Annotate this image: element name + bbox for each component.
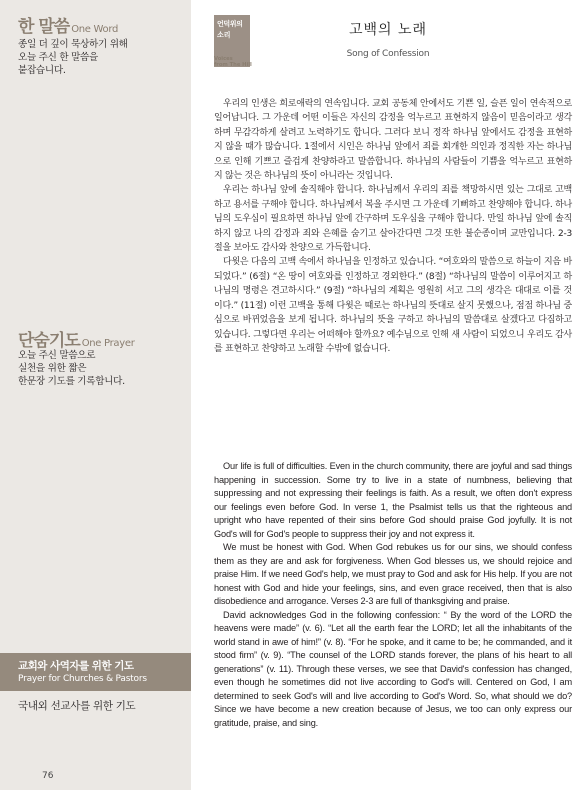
one-prayer-line: 오늘 주신 말씀으로 bbox=[18, 350, 96, 361]
one-word-description bbox=[18, 38, 128, 77]
article-body-english bbox=[214, 460, 572, 730]
prayer-churches-subtitle: 국내외 선교사를 위한 기도 bbox=[18, 700, 136, 712]
prayer-churches-title-en: Prayer for Churches & Pastors bbox=[18, 674, 147, 684]
one-prayer-title-en: One Prayer bbox=[81, 338, 135, 349]
one-word-title-ko: 한 말씀 bbox=[18, 17, 70, 37]
column-badge-en-line1: Voices bbox=[214, 56, 233, 62]
column-badge-en-line2: from The Hill bbox=[214, 62, 252, 68]
one-prayer-line: 실천을 위한 짧은 bbox=[18, 363, 87, 374]
english-paragraph: We must be honest with God. When God rebukes us for our sins, we should confess them as they are and ask for forgiveness. When God blesses us, we should rejoice and praise Him. If we need God's help, we must pray to God and ask for His help. If you are not honest with God and hide your feelings, sins, and even grace received, then that is also disobedience and arrogance. Verses 2-3 are full of thanksgiving and praise. bbox=[214, 542, 572, 606]
korean-paragraph: 우리는 하나님 앞에 솔직해야 합니다. 하나님께서 우리의 죄를 책망하시면 있는 그대로 고백하고 용서를 구해야 합니다. 하나님께서 복을 주시면 그 가운데 기뻐하고 찬양해야 합니다. 하나님의 도우심이 필요하면 하나님 앞에 간구하며 도우심을 구해야 합니다. 만일 하나님 앞에 솔직하지 않고 나의 감정과 죄와 은혜를 숨기고 살아간다면 그것 또한 불순종이며 교만입니다. 2-3절을 보아도 감사와 찬양으로 가득합니다. bbox=[214, 185, 572, 254]
page-number: 76 bbox=[42, 771, 54, 781]
one-prayer-heading bbox=[18, 326, 135, 351]
english-paragraph: David acknowledges God in the following confession: “ By the word of the LORD the heavens were made” (v. 6). “Let all the earth fear the LORD; let all the inhabitants of the world stand in awe of him!” (v. 8). “For he spoke, and it came to be; he commanded, and it stood firm” (v. 9). “The counsel of the LORD stands forever, the plans of his heart to all generations” (v. 11). Through these verses, we see that David's confession has changed, even though he sometimes did not live according to God's will. Centered on God, I am determined to seek God's will and live according to God's Word. So, what should we do? Since we have become a new creation because of Jesus, we too can only express our gratitude, praise, and sing. bbox=[214, 609, 572, 728]
sidebar bbox=[0, 0, 191, 790]
column-badge-line1: 언덕위의 bbox=[217, 20, 243, 28]
korean-paragraph: 우리의 인생은 희로애락의 연속입니다. 교회 공동체 안에서도 기쁜 일, 슬픈 일이 연속적으로 일어납니다. 그 가운데 어떤 이들은 자신의 감정을 억누르고 표현하지 않음이 믿음이라고 생각하며 무감각하게 살려고 노력하기도 합니다. 그러다 보니 정작 하나님 앞에서도 감정을 표현하지 않을 때가 많습니다. 1절에서 시인은 하나님 앞에서 죄를 회개한 의인과 정직한 자는 하나님으로 인해 기쁘고 즐겁게 찬양하라고 말씀합니다. 하나님의 사람들이 기쁨을 억누르고 표현하지 않는 것은 하나님의 뜻이 아니라는 것입니다. bbox=[214, 99, 572, 182]
one-word-line: 종일 더 깊이 묵상하기 위해 bbox=[18, 39, 128, 50]
one-word-line: 붙잡습니다. bbox=[18, 65, 66, 76]
english-paragraph: Our life is full of difficulties. Even in the church community, there are joyful and sad things happening in succession. Some try to live in a state of numbness, believing that suppressing and not expressing their feelings is faith. As a result, we often don't express our feelings even before God. In verse 1, the Psalmist tells us that the righteous and upright who have repented of their sins before God should praise God joyfully. It is not God's will for God's people to suppress their joy and not express it. bbox=[214, 461, 572, 539]
one-prayer-line: 한문장 기도를 기록합니다. bbox=[18, 376, 125, 387]
prayer-churches-title-ko: 교회와 사역자를 위한 기도 bbox=[18, 660, 134, 672]
article-title-ko: 고백의 노래 bbox=[348, 22, 428, 38]
article-title-en: Song of Confession bbox=[346, 49, 430, 59]
one-word-title-en: One Word bbox=[71, 24, 119, 35]
prayer-churches-banner bbox=[0, 653, 191, 691]
column-badge-line2: 소리 bbox=[217, 31, 231, 39]
one-prayer-description bbox=[18, 349, 125, 388]
one-word-line: 오늘 주신 한 말씀을 bbox=[18, 52, 98, 63]
korean-paragraph: 다윗은 다음의 고백 속에서 하나님을 인정하고 있습니다. “여호와의 말씀으로 하늘이 지음 바 되었다.” (6절) “온 땅이 여호와를 인정하고 경외한다.” (8절) “하나님의 말씀이 이루어지고 하나님의 명령은 견고하시다.” (9절) “하나님의 계획은 영원히 서고 그의 생각은 대대로 이를 것이다.” (11절) 이런 고백을 통해 다윗은 때로는 하나님의 뜻대로 살지 못했으나, 점점 하나님 중심으로 바뀌었음을 보게 됩니다. 하나님의 뜻을 구하고 하나님의 말씀대로 살겠다고 다짐하고 있습니다. 그렇다면 우리는 어떠해야 할까요? 예수님으로 인해 새 사람이 되었으니 우리도 감사를 표현하고 찬양하고 노래할 수밖에 없습니다. bbox=[214, 257, 572, 354]
one-prayer-title-ko: 단숨기도 bbox=[18, 331, 80, 351]
one-word-heading bbox=[18, 12, 118, 37]
article-body-korean bbox=[214, 97, 572, 356]
